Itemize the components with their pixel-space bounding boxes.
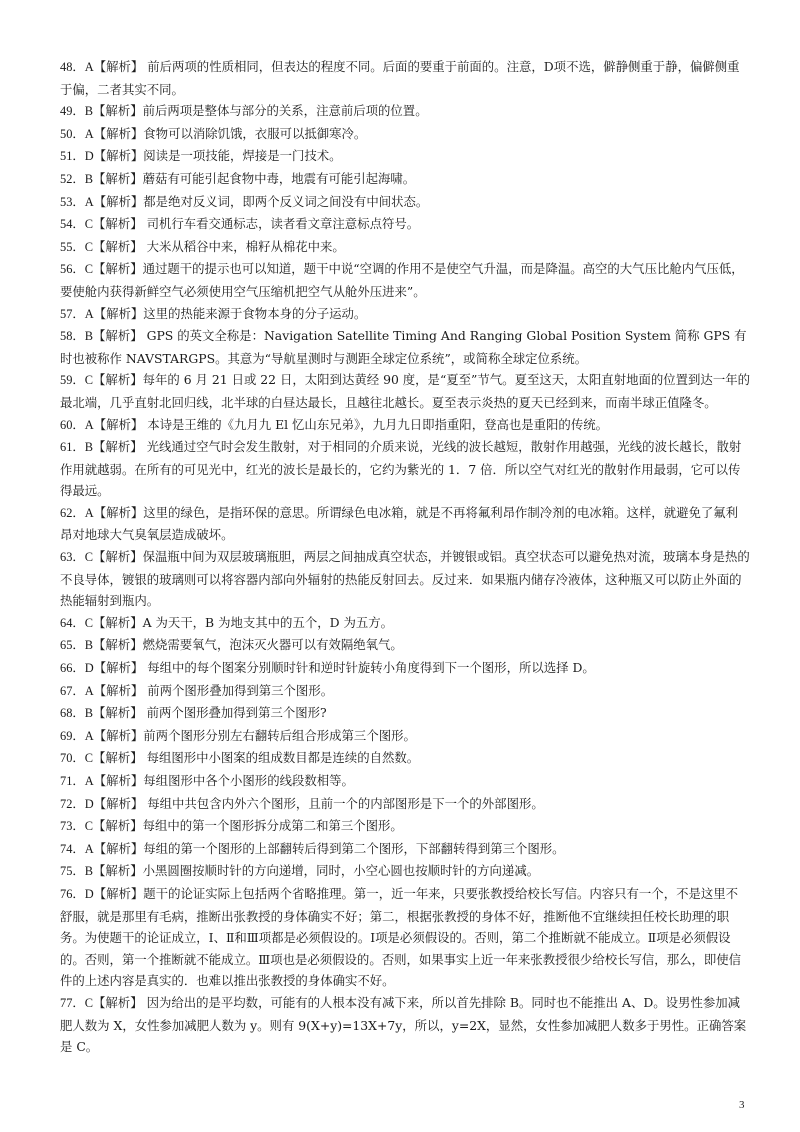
answer-text: 保温瓶中间为双层玻璃瓶胆，两层之间抽成真空状态，并镀银或铝。真空状态可以避免热对流，玻璃本身是热的不良导体，镀银的玻璃则可以将容器内部向外辐射的热能反射回去。反过来．如果瓶内储存冷液体，这种瓶又可以防止外面的热能辐射到瓶内。 [60,549,750,609]
answer-text: 每组中的第一个图形拆分成第二和第三个图形。 [142,818,403,834]
answer-text: GPS 的英文全称是：Navigation Satellite Timing And Ranging Global Position System 简称 GPS 有时也被称作 NAVSTARGPS。其意为“导航星测时与测距全球定位系统”，或简称全球定位系统。 [60,328,747,366]
answer-63 [60,546,750,612]
answer-text: 燃烧需要氧气，泡沫灭火器可以有效隔绝氧气。 [142,637,403,653]
answer-text: 光线通过空气时会发生散射，对于相同的介质来说，光线的波长越短，散射作用越强，光线的波长越长，散射作用就越弱。在所有的可见光中，红光的波长是最长的，它约为紫光的 1．7 倍．所以空气对红光的散射作用最弱，它可以传得最远。 [60,439,742,499]
answer-number: 63．C [60,550,94,565]
answer-62 [60,502,750,546]
answer-text: 蘑菇有可能引起食物中毒，地震有可能引起海啸。 [142,170,416,186]
analysis-tag: 【解析】 [93,439,143,455]
analysis-tag: 【解析】 [93,193,144,209]
analysis-tag: 【解析】 [93,885,144,901]
answer-number: 74．A [60,841,94,856]
answer-text: 大米从稻谷中来，棉籽从棉花中来。 [146,238,345,254]
analysis-tag: 【解析】 [93,818,143,834]
answer-number: 65．B [60,638,94,653]
answer-57 [60,303,750,326]
answer-text: 题干的论证实际上包括两个省略推理。第一，近一年来，只要张教授给校长写信。内容只有一个，不是这里不舒服，就是那里有毛病，推断出张教授的身体确实不好；第二，根据张教授的身体不好，推断他不宜继续担任校长助理的职务。为使题干的论证成立，Ⅰ、Ⅱ和Ⅲ项都是必须假设的。Ⅰ项是必须假设的。否则，第二个推断就不能成立。Ⅱ项是必须假设的。否则，第一个推断就不能成立。Ⅲ项也是必须假设的。否则，如果事实上近一年来张教授很少给校长写信，那么，即使信件的上述内容是真实的．也难以推出张教授的身体确实不好。 [60,885,742,989]
analysis-tag: 【解析】 [93,59,144,74]
analysis-tag: 【解析】 [93,238,143,254]
answer-54 [60,213,750,236]
answer-51 [60,145,750,168]
answer-number: 55．C [60,239,94,254]
answer-text: 因为给出的是平均数，可能有的人根本没有减下来，所以首先排除 B。同时也不能推出 A、D。设男性参加减肥人数为 X，女性参加减肥人数为 y。则有 9(X+y)=13X+7y，所以，y=2X，显然，女性参加减肥人数多于男性。正确答案是 C。 [60,994,747,1055]
analysis-tag: 【解析】 [93,103,143,119]
answer-text: 本诗是王维的《九月九 El 忆山东兄弟》，九月九日即指重阳，登高也是重阳的传统。 [147,416,608,432]
answer-number: 66．D [60,661,94,676]
answer-55 [60,236,750,259]
analysis-tag: 【解析】 [93,705,143,721]
answer-text: 每组中的每个图案分别顺时针和逆时针旋转小角度得到下一个图形，所以选择 D。 [147,660,595,676]
analysis-tag: 【解析】 [93,614,143,630]
answer-77 [60,992,750,1058]
analysis-tag: 【解析】 [93,637,143,653]
page-number: 3 [739,1099,745,1111]
answer-text: A 为天干，B 为地支其中的五个，D 为五方。 [142,614,394,630]
answer-74 [60,838,750,861]
answer-text: 小黑圆圈按顺时针的方向递增，同时，小空心圆也按顺时针的方向递减。 [142,863,540,879]
answer-number: 77．C [60,995,94,1010]
answer-number: 57．A [60,306,94,321]
answer-61 [60,436,750,502]
answer-number: 67．A [60,683,94,698]
answer-text: 前两个图形分别左右翻转后组合形成第三个图形。 [143,727,416,743]
answer-72 [60,793,750,816]
answer-number: 69．A [60,728,94,743]
answer-66 [60,657,750,680]
answer-number: 56．C [60,262,94,277]
answer-number: 76．D [60,886,94,901]
answer-list [60,56,750,1058]
answer-59 [60,369,750,413]
answer-text: 这里的绿色，是指环保的意思。所谓绿色电冰箱，就是不再将氟利昂作制冷剂的电冰箱。这样，就避免了氟利昂对地球大气臭氧层造成破坏。 [60,504,739,543]
answer-number: 71．A [60,774,94,788]
answer-56 [60,258,750,302]
answer-text: 每组的第一个图形的上部翻转后得到第二个图形，下部翻转得到第三个图形。 [143,840,565,856]
answer-text: 每年的 6 月 21 日或 22 日，太阳到达黄经 90 度，是“夏至”节气。夏至这天，太阳直射地面的位置到达一年的最北端，几乎直射北回归线，北半球的白昼达最长，且越往北越长。夏至表示炎热的夏天已经到来，而南半球正值隆冬。 [60,372,750,410]
analysis-tag: 【解析】 [93,682,144,698]
analysis-tag: 【解析】 [93,261,143,277]
answer-number: 68．B [60,706,94,721]
answer-52 [60,168,750,191]
answer-64 [60,612,750,635]
analysis-tag: 【解析】 [93,795,144,811]
analysis-tag: 【解析】 [93,170,143,186]
analysis-tag: 【解析】 [93,416,144,432]
answer-75 [60,860,750,883]
analysis-tag: 【解析】 [93,549,143,565]
answer-69 [60,725,750,748]
analysis-tag: 【解析】 [93,750,143,766]
answer-text: 前两个图形叠加得到第三个图形? [146,705,327,721]
analysis-tag: 【解析】 [93,372,143,388]
answer-number: 53．A [60,194,94,209]
analysis-tag: 【解析】 [93,727,144,743]
answer-number: 61．B [60,440,94,455]
answer-number: 62．A [60,505,94,520]
answer-number: 60．A [60,417,94,432]
answer-number: 51．D [60,149,94,164]
answer-number: 59．C [60,373,94,388]
answer-text: 前两个图形叠加得到第三个图形。 [147,682,334,698]
analysis-tag: 【解析】 [93,216,143,232]
answer-53 [60,191,750,214]
answer-48 [60,56,750,100]
answer-text: 每组图形中小图案的组成数目都是连续的自然数。 [146,750,420,766]
answer-text: 司机行车看交通标志，读者看文章注意标点符号。 [146,216,420,232]
answer-number: 73．C [60,819,94,834]
answer-71 [60,770,750,793]
answer-number: 48．A [60,60,94,74]
answer-text: 前后两项的性质相同，但表达的程度不同。后面的要重于前面的。注意，D项不选，僻静侧重于静，偏僻侧重于偏，二者其实不同。 [60,59,740,97]
answer-number: 75．B [60,864,94,879]
analysis-tag: 【解析】 [93,773,144,788]
answer-70 [60,747,750,770]
analysis-tag: 【解析】 [93,994,143,1010]
analysis-tag: 【解析】 [93,863,143,879]
answer-65 [60,634,750,657]
answer-number: 54．C [60,217,94,232]
answer-49 [60,100,750,123]
answer-number: 72．D [60,796,94,811]
answer-67 [60,680,750,703]
answer-68 [60,702,750,725]
analysis-tag: 【解析】 [93,125,144,141]
answer-number: 70．C [60,751,94,766]
analysis-tag: 【解析】 [93,148,144,164]
answer-number: 52．B [60,171,94,186]
answer-73 [60,815,750,838]
answer-text: 每组图形中各个小图形的线段数相等。 [143,773,354,788]
answer-text: 这里的热能来源于食物本身的分子运动。 [143,305,367,321]
answer-text: 每组中共包含内外六个图形，且前一个的内部图形是下一个的外部图形。 [147,795,544,811]
answer-50 [60,123,750,146]
answer-76 [60,883,750,992]
answer-number: 64．C [60,615,94,630]
answer-text: 前后两项是整体与部分的关系，注意前后项的位置。 [142,103,428,119]
answer-number: 49．B [60,104,94,119]
analysis-tag: 【解析】 [93,305,144,321]
analysis-tag: 【解析】 [93,840,144,856]
answer-text: 通过题干的提示也可以知道，题干中说“空调的作用不是使空气升温，而是降温。高空的大气压比舱内气压低，要使舱内获得新鲜空气必须使用空气压缩机把空气从舱外压进来”。 [60,261,744,299]
answer-number: 50．A [60,126,94,141]
answer-text: 阅读是一项技能，焊接是一门技术。 [143,148,342,164]
analysis-tag: 【解析】 [93,660,144,676]
answer-58 [60,325,750,369]
analysis-tag: 【解析】 [93,328,143,344]
answer-text: 都是绝对反义词，即两个反义词之间没有中间状态。 [143,193,429,209]
answer-text: 食物可以消除饥饿，衣服可以抵御寒冷。 [143,125,367,141]
answer-number: 58．B [60,329,94,344]
analysis-tag: 【解析】 [93,504,144,520]
answer-60 [60,414,750,437]
